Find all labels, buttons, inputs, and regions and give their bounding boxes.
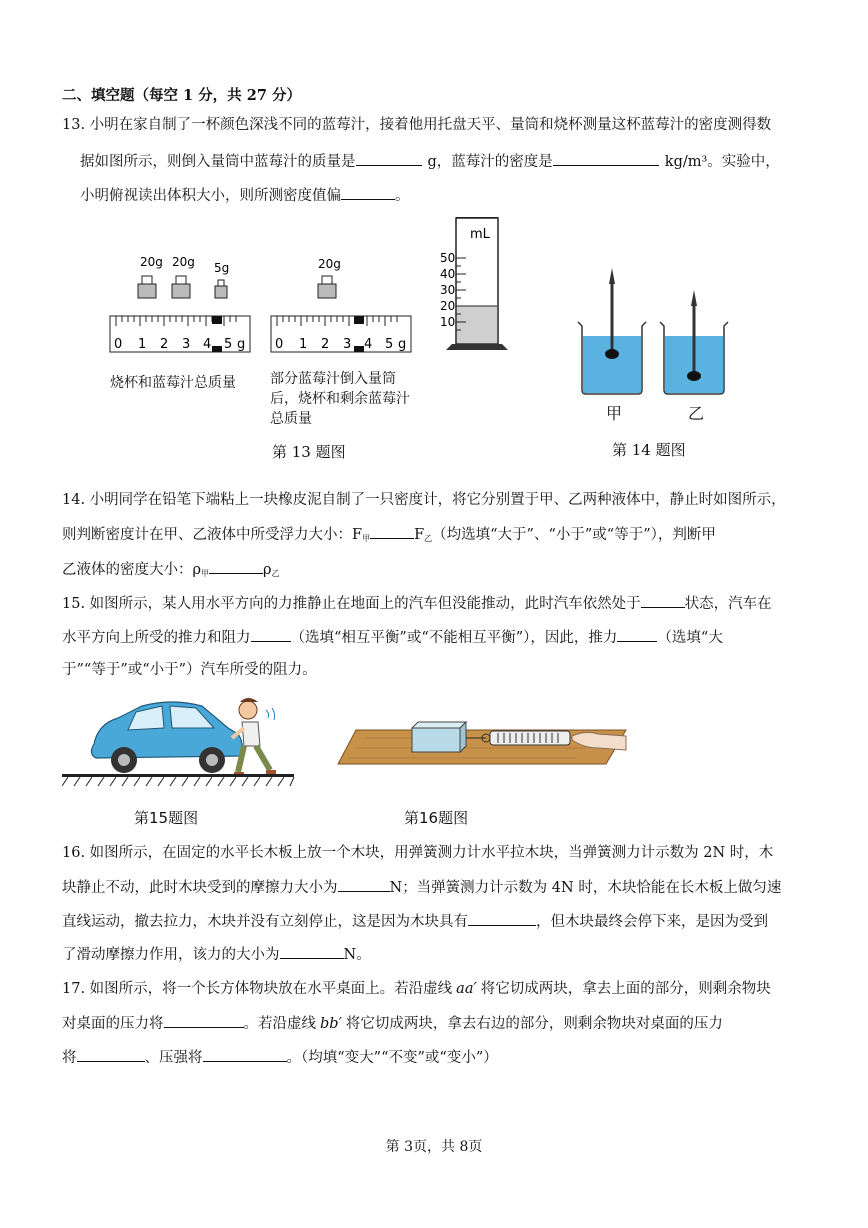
fig13-caption-right-1: 部分蓝莓汁倒入量筒 (270, 371, 396, 387)
q16-line2 (62, 877, 781, 898)
q17-text-f: 将 (62, 1050, 77, 1066)
weight-label-3: 5g (214, 261, 230, 275)
q14-text-c: （均选填“大于”、“小于”或“等于”），判断甲 (432, 527, 716, 543)
q13-text-b: g，蓝莓汁的密度是 (427, 154, 553, 170)
q17-aa: aa′ (456, 981, 477, 997)
fig13-right-balance (271, 257, 411, 352)
fig14-label-yi: 乙 (688, 404, 705, 423)
q14-line1: 14. 小明同学在铅笔下端粘上一块橡皮泥自制了一只密度计，将它分别置于甲、乙两种液体中，静止时如图所示， (62, 492, 786, 508)
q16-line3 (62, 911, 768, 932)
q16-text-e: 了滑动摩擦力作用，该力的大小为 (62, 947, 280, 963)
weight-label-right: 20g (318, 257, 341, 271)
scale-left-unit: g (237, 337, 246, 352)
q14-sub-jia: 甲 (362, 534, 371, 543)
q16-line1: 16. 如图所示，在固定的水平长木板上放一个木块，用弹簧测力计水平拉木块，当弹簧测力计示数为 2N 时，木 (62, 845, 774, 861)
q14-sub-yi-2: 乙 (271, 569, 280, 578)
q14-text-e: ρ (263, 562, 272, 578)
q17-blank-pressure[interactable] (203, 1047, 287, 1062)
weight-label-1: 20g (140, 255, 163, 269)
q15-blank-balance[interactable] (251, 627, 291, 642)
q16-blank-sliding[interactable] (280, 944, 344, 959)
fig14-drawing (572, 262, 742, 402)
fig13-caption-right-2: 后，烧杯和剩余蓝莓汁 (270, 391, 410, 407)
cylinder-unit: mL (470, 227, 490, 242)
q15-text-b: 状态，汽车在 (684, 596, 772, 612)
q14-text-b: F (414, 527, 425, 543)
q17-line2 (62, 1013, 723, 1034)
q17-text-a: 17. 如图所示，将一个长方体物块放在水平桌面上。若沿虚线 (62, 981, 453, 997)
fig13-cylinder (440, 218, 508, 350)
scale-right-4: 4 (364, 337, 373, 352)
q17-text-h: 。（均填“变大”“不变”或“变小”） (286, 1050, 498, 1066)
scale-right-0: 0 (275, 337, 284, 352)
fig16-drawing (336, 716, 636, 772)
q17-line1 (62, 979, 771, 999)
beaker-yi (660, 290, 728, 394)
fig13-caption: 第 13 题图 (272, 443, 346, 461)
q17-blank-pressure-force[interactable] (164, 1013, 244, 1028)
cyl-tick-30: 30 (440, 283, 456, 297)
q15-text-a: 15. 如图所示，某人用水平方向的力推静止在地面上的汽车但没能推动，此时汽车依然处于 (62, 596, 641, 612)
q17-bb: bb′ (320, 1016, 342, 1032)
scale-right-2: 2 (321, 337, 330, 352)
q16-line4 (62, 944, 371, 965)
scale-left-1: 1 (138, 337, 147, 352)
weight-label-2: 20g (172, 255, 195, 269)
q14-sub-jia-2: 甲 (201, 569, 210, 578)
fig14-caption: 第 14 题图 (612, 441, 686, 459)
scale-left-3: 3 (182, 337, 191, 352)
q17-text-c: 对桌面的压力将 (62, 1016, 164, 1032)
cyl-tick-10: 10 (440, 315, 456, 329)
q14-blank-density[interactable] (209, 559, 263, 574)
scale-right-1: 1 (299, 337, 308, 352)
q13-blank-bias[interactable] (341, 185, 395, 200)
q17-blank-force[interactable] (77, 1047, 145, 1062)
q14-line2 (62, 524, 716, 549)
scale-right-5: 5 (385, 337, 394, 352)
q16-blank-friction[interactable] (338, 877, 390, 892)
q15-line2 (62, 627, 723, 648)
q14-line3 (62, 559, 280, 584)
q15-line3: 于”“等于”或“小于”）汽车所受的阻力。 (62, 662, 317, 678)
q16-text-f: N。 (343, 947, 371, 963)
q17-text-b: 将它切成两块，拿去上面的部分，则剩余物块 (480, 981, 771, 997)
q14-text-a: 则判断密度计在甲、乙液体中所受浮力大小：F (62, 527, 363, 543)
q16-text-d: ，但木块最终会停下来，是因为受到 (536, 914, 768, 930)
q17-line3 (62, 1047, 498, 1068)
fig16-caption: 第16题图 (404, 809, 469, 827)
q16-text-a: 块静止不动，此时木块受到的摩擦力大小为 (62, 880, 338, 896)
q13-text-c: kg/m³。实验中， (664, 154, 780, 170)
cyl-tick-40: 40 (440, 267, 456, 281)
fig15-drawing (62, 694, 302, 790)
scale-right-3: 3 (343, 337, 352, 352)
q15-blank-state[interactable] (641, 593, 685, 608)
beaker-jia (578, 268, 646, 394)
q13-text-e: 。 (395, 188, 410, 204)
scale-left-0: 0 (114, 337, 123, 352)
wood-block (412, 722, 466, 752)
fig15-caption: 第15题图 (134, 809, 199, 827)
section-title: 二、填空题（每空 1 分，共 27 分） (62, 87, 301, 104)
scale-left-4: 4 (203, 337, 212, 352)
q16-blank-inertia[interactable] (468, 911, 536, 926)
q13-blank-density[interactable] (553, 151, 659, 166)
q13-blank-mass[interactable] (356, 151, 422, 166)
q15-text-e: （选填“大 (657, 630, 723, 646)
q17-text-g: 、压强将 (144, 1050, 203, 1066)
q17-text-e: 将它切成两块，拿去右边的部分，则剩余物块对桌面的压力 (345, 1016, 723, 1032)
cyl-tick-20: 20 (440, 299, 456, 313)
q14-blank-buoyancy[interactable] (370, 524, 414, 539)
q14-text-d: 乙液体的密度大小：ρ (62, 562, 202, 578)
fig13-caption-left: 烧杯和蓝莓汁总质量 (110, 375, 236, 391)
q15-blank-compare[interactable] (617, 627, 657, 642)
q13-text-a: 据如图所示，则倒入量筒中蓝莓汁的质量是 (80, 154, 356, 170)
scale-left-2: 2 (160, 337, 169, 352)
page-footer: 第 3页，共 8页 (385, 1139, 483, 1155)
q13-line1: 13. 小明在家自制了一杯颜色深浅不同的蓝莓汁，接着他用托盘天平、量筒和烧杯测量这杯蓝莓汁的密度测得数 (62, 117, 772, 133)
q13-text-d: 小明俯视读出体积大小，则所测密度值偏 (80, 188, 341, 204)
car-icon (91, 702, 242, 773)
q15-line1 (62, 593, 772, 614)
q14-sub-yi: 乙 (424, 534, 433, 543)
q16-text-c: 直线运动，撤去拉力，木块并没有立刻停止，这是因为木块具有 (62, 914, 468, 930)
fig13-left-balance (110, 255, 250, 352)
spring-scale-icon (482, 731, 570, 745)
cyl-tick-50: 50 (440, 251, 456, 265)
q15-text-d: （选填“相互平衡”或“不能相互平衡”），因此，推力 (290, 630, 618, 646)
q13-line3 (80, 185, 410, 206)
scale-right-unit: g (398, 337, 407, 352)
q13-line2 (80, 151, 780, 172)
q15-text-c: 水平方向上所受的推力和阻力 (62, 630, 251, 646)
fig14-label-jia: 甲 (606, 404, 623, 423)
q17-text-d: 。若沿虚线 (243, 1016, 316, 1032)
fig13-caption-right-3: 总质量 (270, 411, 312, 427)
q16-text-b: N；当弹簧测力计示数为 4N 时，木块恰能在长木板上做匀速 (389, 880, 782, 896)
scale-left-5: 5 (224, 337, 233, 352)
